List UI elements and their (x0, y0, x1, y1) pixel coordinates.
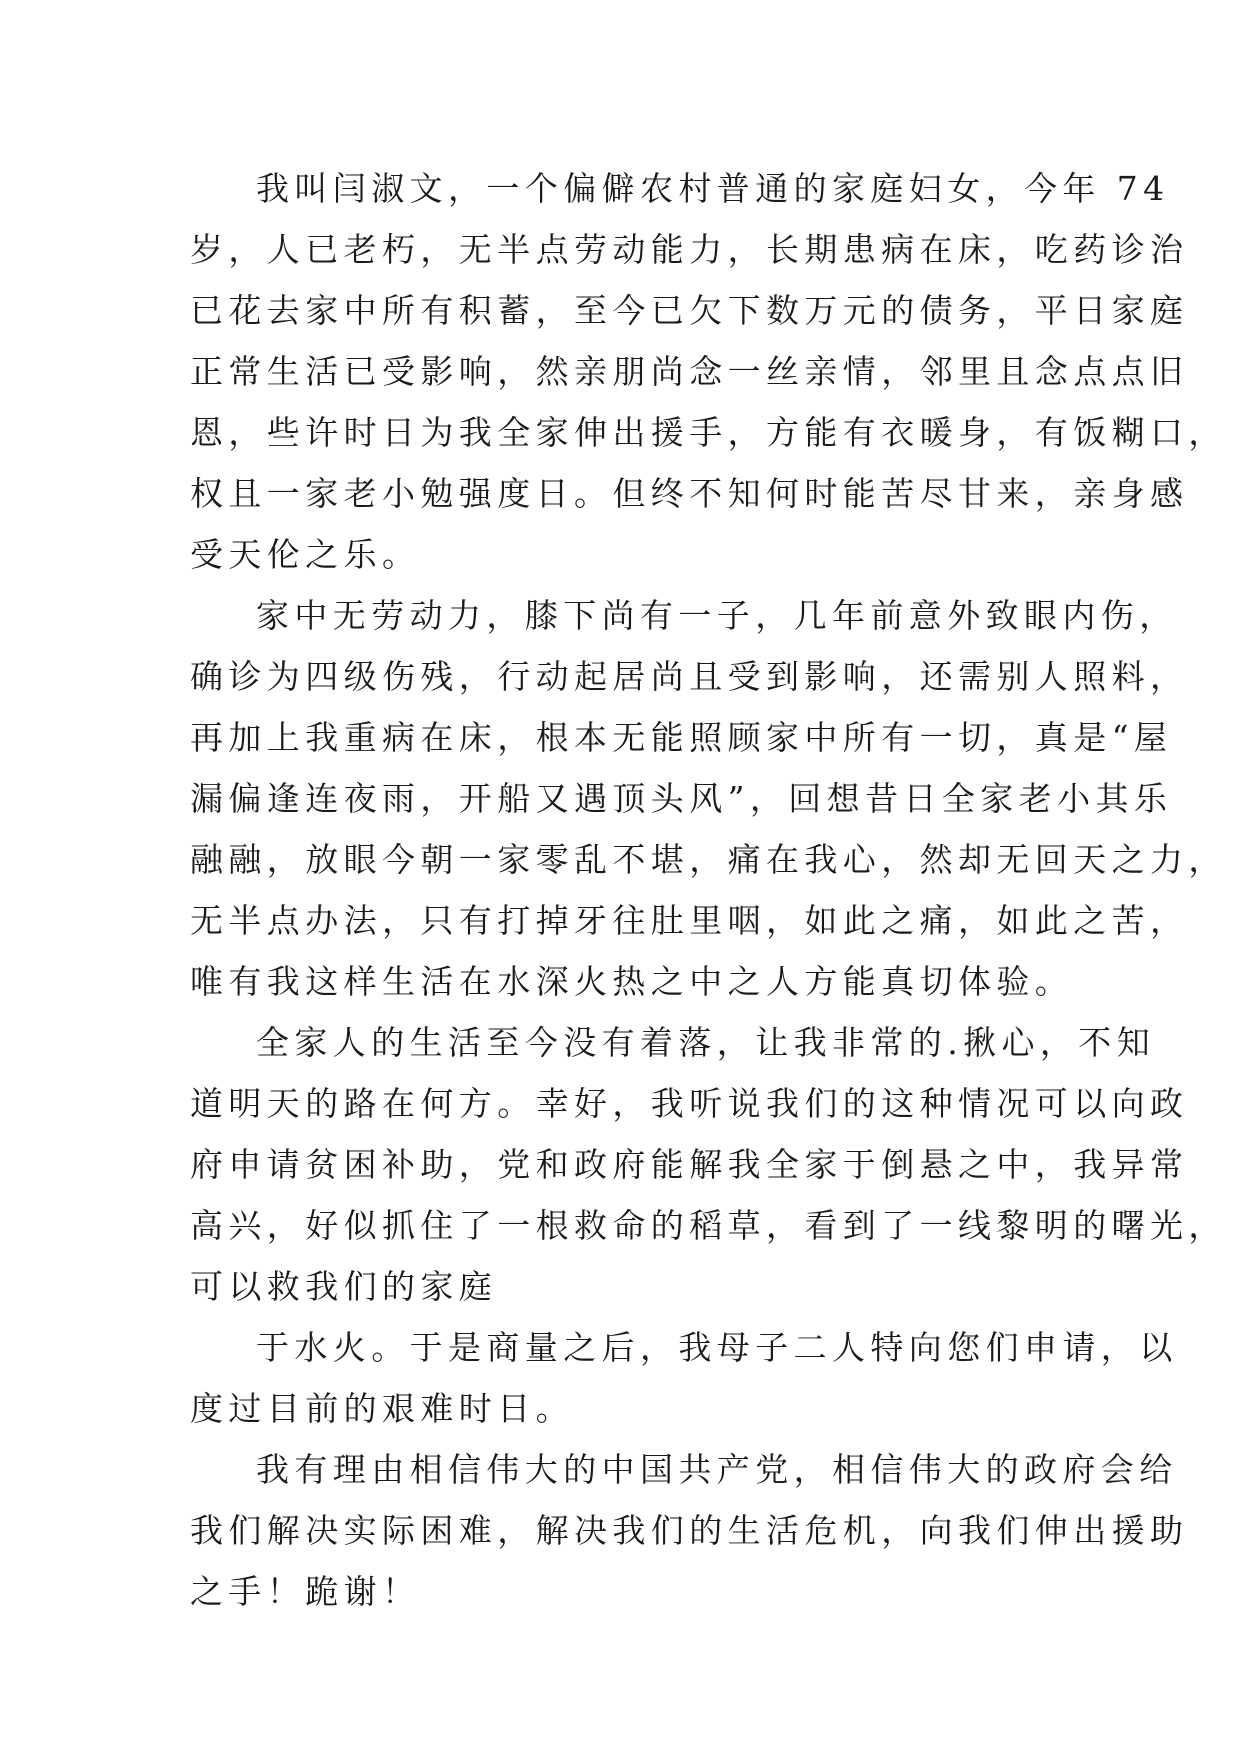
text-line: 我叫闫淑文，一个偏僻农村普通的家庭妇女，今年 74 (256, 169, 1170, 208)
text-line: 融融，放眼今朝一家零乱不堪，痛在我心，然却无回天之力， (190, 840, 1227, 879)
text-line: 无半点办法，只有打掉牙往肚里咽，如此之痛，如此之苦， (190, 901, 1189, 940)
text-line: 岁，人已老朽，无半点劳动能力，长期患病在床，吃药诊治 (190, 230, 1189, 269)
text-line: 唯有我这样生活在水深火热之中之人方能真切体验。 (190, 962, 1074, 1001)
text-line: 高兴，好似抓住了一根救命的稻草，看到了一线黎明的曙光， (190, 1206, 1227, 1245)
letter-body (190, 158, 1227, 1622)
text-line: 恩，些许时日为我全家伸出援手，方能有衣暖身，有饭糊口， (190, 413, 1227, 452)
text-line: 家中无劳动力，膝下尚有一子，几年前意外致眼内伤， (256, 596, 1178, 635)
text-line: 可以救我们的家庭 (190, 1267, 498, 1306)
text-line: 已花去家中所有积蓄，至今已欠下数万元的债务，平日家庭 (190, 291, 1189, 330)
text-line: 权且一家老小勉强度日。但终不知何时能苦尽甘来，亲身感 (190, 474, 1189, 513)
text-line: 漏偏逢连夜雨，开船又遇顶头风”，回想昔日全家老小其乐 (190, 779, 1173, 818)
text-line: 道明天的路在何方。幸好，我听说我们的这种情况可以向政 (190, 1084, 1189, 1123)
text-line: 我有理由相信伟大的中国共产党，相信伟大的政府会给 (256, 1450, 1178, 1489)
text-line: 之手！跪谢！ (190, 1572, 421, 1611)
text-line: 我们解决实际困难，解决我们的生活危机，向我们伸出援助 (190, 1511, 1189, 1550)
text-line: 再加上我重病在床，根本无能照顾家中所有一切，真是“屋 (190, 718, 1173, 757)
text-line: 正常生活已受影响，然亲朋尚念一丝亲情，邻里且念点点旧 (190, 352, 1189, 391)
text-line: 全家人的生活至今没有着落，让我非常的.揪心，不知 (256, 1023, 1156, 1062)
text-line: 度过目前的艰难时日。 (190, 1389, 574, 1428)
text-line: 确诊为四级伤残，行动起居尚且受到影响，还需别人照料， (190, 657, 1189, 696)
text-line: 受天伦之乐。 (190, 535, 421, 574)
text-line: 府申请贫困补助，党和政府能解我全家于倒悬之中，我异常 (190, 1145, 1189, 1184)
text-line: 于水火。于是商量之后，我母子二人特向您们申请，以 (256, 1328, 1178, 1367)
